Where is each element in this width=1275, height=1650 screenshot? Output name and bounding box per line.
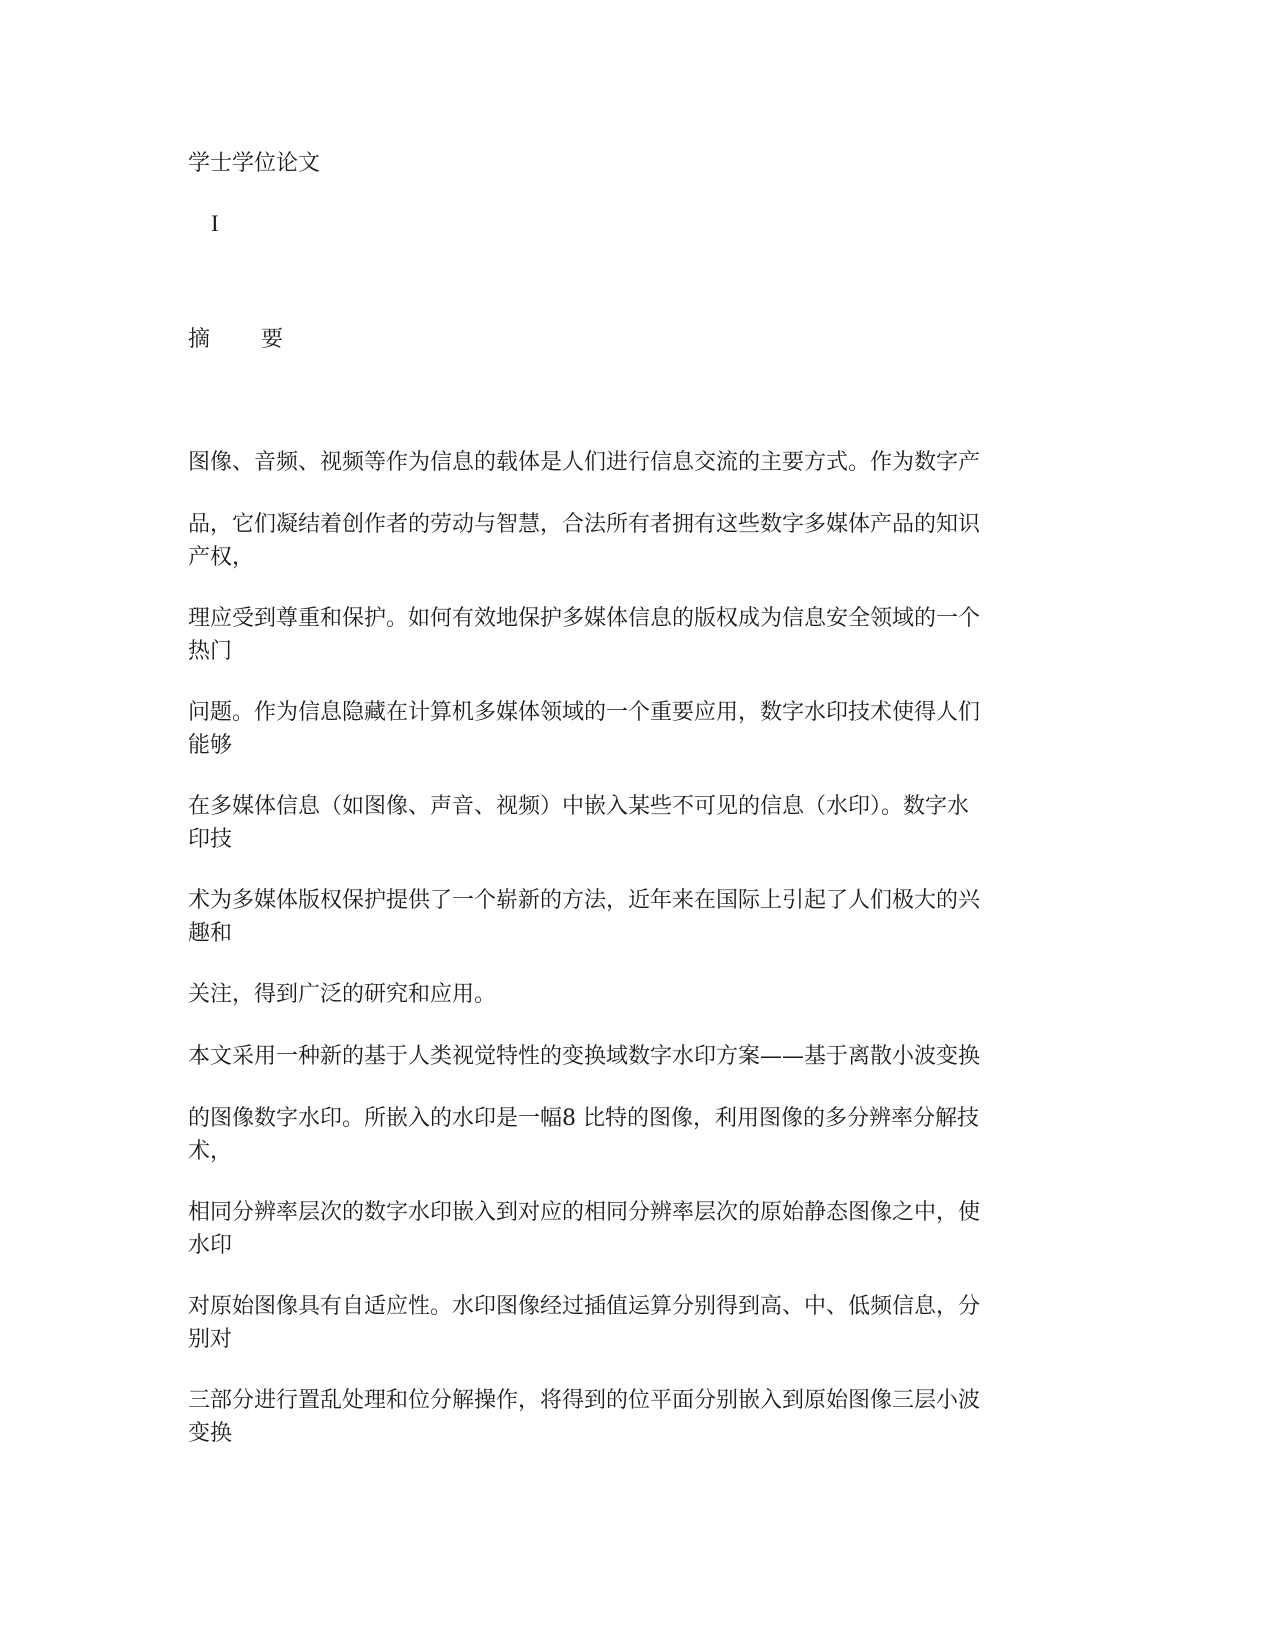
text-line: 变换	[188, 1421, 233, 1446]
thesis-header-title: 学士学位论文	[188, 151, 321, 176]
paragraph	[188, 978, 1068, 1040]
text-line: 水印	[188, 1233, 233, 1258]
paragraph	[188, 1102, 1068, 1196]
text-line: 趣和	[188, 921, 233, 946]
text-line: 相同分辨率层次的数字水印嵌入到对应的相同分辨率层次的原始静态图像之中，使	[188, 1200, 981, 1225]
text-line: 热门	[188, 639, 233, 664]
paragraph	[188, 1384, 1068, 1478]
paragraph	[188, 790, 1068, 884]
text-line: 别对	[188, 1327, 233, 1352]
paragraph	[188, 696, 1068, 790]
abstract-heading: 摘 要	[188, 327, 305, 352]
abstract-body	[188, 446, 1088, 1478]
page-number: I	[211, 211, 219, 236]
text-line: 对原始图像具有自适应性。水印图像经过插值运算分别得到高、中、低频信息，分	[188, 1294, 981, 1319]
text-line: 术为多媒体版权保护提供了一个崭新的方法，近年来在国际上引起了人们极大的兴	[188, 888, 981, 913]
paragraph	[188, 1040, 1068, 1102]
text-line: 图像、音频、视频等作为信息的载体是人们进行信息交流的主要方式。作为数字产	[188, 450, 981, 475]
text-line: 的图像数字水印。所嵌入的水印是一幅8 比特的图像，利用图像的多分辨率分解技	[188, 1106, 979, 1131]
paragraph	[188, 446, 1068, 508]
text-line: 本文采用一种新的基于人类视觉特性的变换域数字水印方案——基于离散小波变换	[188, 1044, 981, 1069]
paragraph	[188, 884, 1068, 978]
text-line: 问题。作为信息隐藏在计算机多媒体领域的一个重要应用，数字水印技术使得人们	[188, 700, 981, 725]
text-line: 三部分进行置乱处理和位分解操作，将得到的位平面分别嵌入到原始图像三层小波	[188, 1388, 981, 1413]
paragraph	[188, 602, 1068, 696]
text-line: 印技	[188, 827, 233, 852]
text-line: 理应受到尊重和保护。如何有效地保护多媒体信息的版权成为信息安全领域的一个	[188, 606, 981, 631]
text-line: 在多媒体信息（如图像、声音、视频）中嵌入某些不可见的信息（水印）。数字水	[188, 794, 970, 819]
text-line: 关注，得到广泛的研究和应用。	[188, 982, 497, 1007]
paragraph	[188, 508, 1068, 602]
text-line: 能够	[188, 733, 233, 758]
text-line: 产权，	[188, 545, 255, 570]
paragraph	[188, 1290, 1068, 1384]
text-line: 品，它们凝结着创作者的劳动与智慧，合法所有者拥有这些数字多媒体产品的知识	[188, 512, 981, 537]
text-line: 术，	[188, 1139, 233, 1164]
paragraph	[188, 1196, 1068, 1290]
